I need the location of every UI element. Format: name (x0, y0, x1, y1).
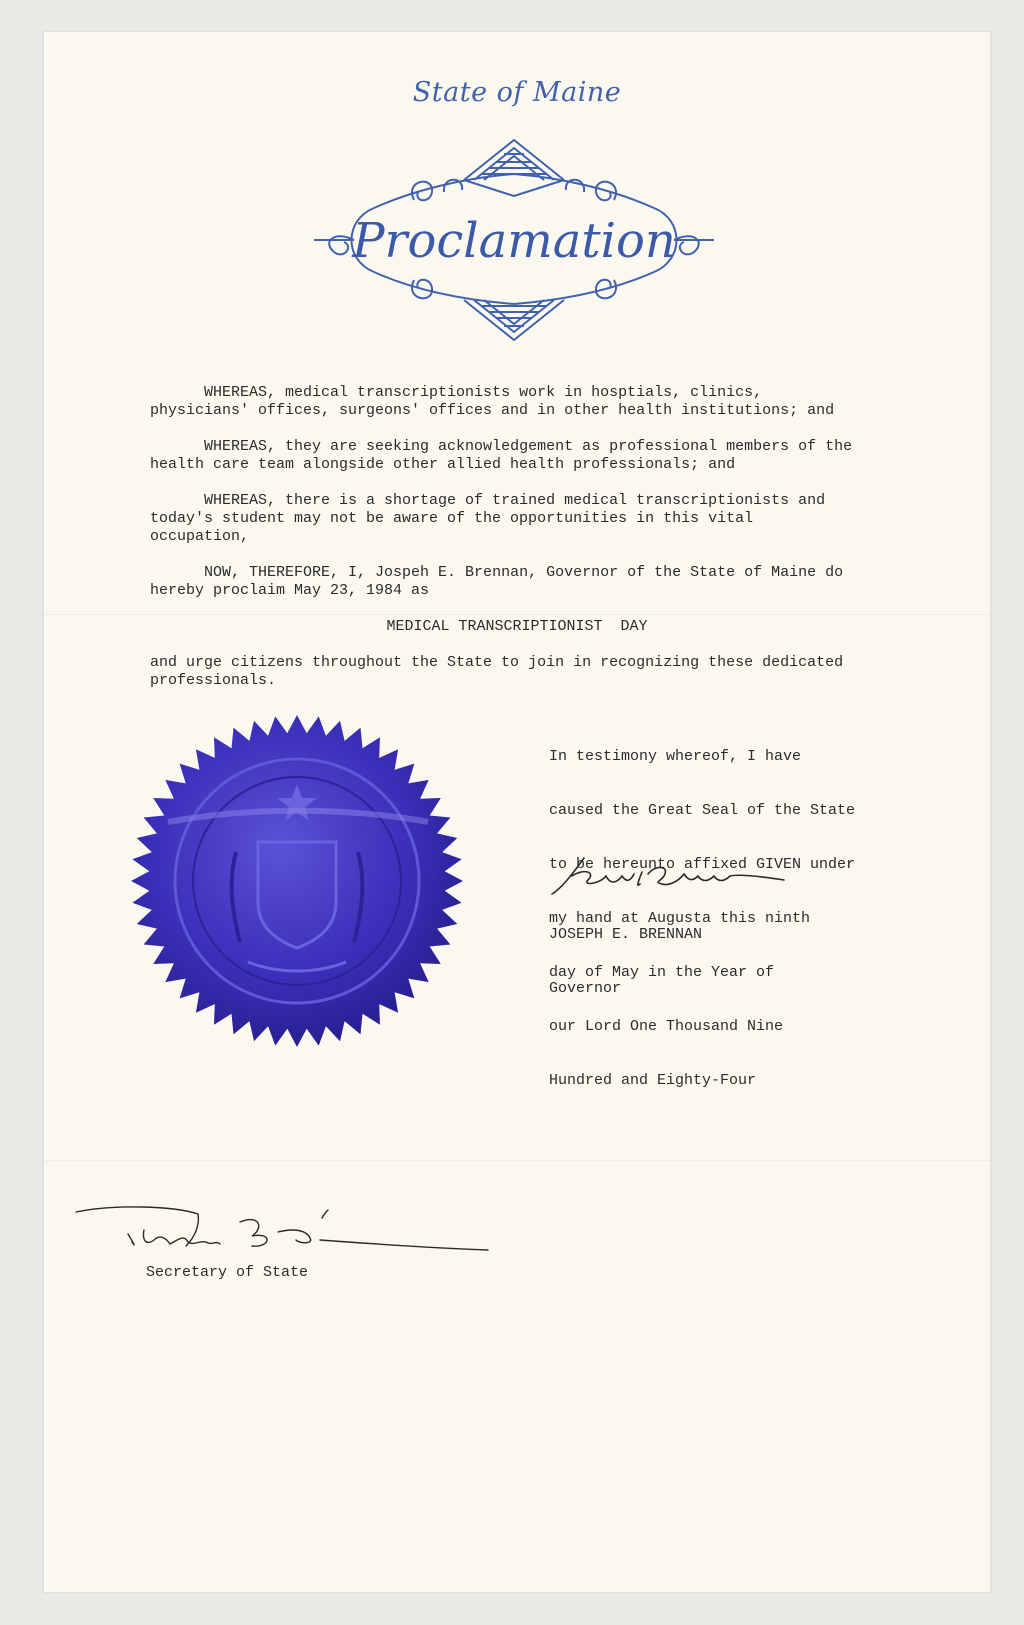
therefore-paragraph (150, 564, 890, 600)
seal-serrated-edge (131, 715, 463, 1047)
state-of-maine-heading: State of Maine (412, 77, 622, 108)
text-line: professionals. (150, 672, 277, 689)
governor-block (549, 890, 809, 1034)
proclamation-document (44, 32, 990, 1592)
text-line: health care team alongside other allied health professionals; and (150, 456, 736, 473)
great-seal-of-maine (128, 712, 466, 1050)
crest-flourish (329, 236, 354, 254)
text-line: hereby proclaim May 23, 1984 as (150, 582, 430, 599)
text-line: occupation, (150, 528, 250, 545)
proclamation-title: Proclamation (352, 213, 676, 269)
whereas-paragraph-2 (150, 438, 890, 474)
text-line: day of May in the Year of (549, 964, 775, 981)
text-line: our Lord One Thousand Nine (549, 1018, 784, 1035)
text-line: WHEREAS, there is a shortage of trained medical transcriptionists and (150, 492, 826, 509)
text-line: Hundred and Eighty-Four (549, 1072, 757, 1089)
secretary-signature (74, 1200, 494, 1270)
text-line: NOW, THEREFORE, I, Jospeh E. Brennan, Governor of the State of Maine do (150, 564, 844, 581)
proclaimed-day-name: MEDICAL TRANSCRIPTIONIST DAY (386, 618, 648, 635)
proclamation-crest (314, 120, 714, 350)
text-line: WHEREAS, medical transcriptionists work in hosptials, clinics, (150, 384, 763, 401)
text-line: caused the Great Seal of the State (549, 802, 856, 819)
text-line: and urge citizens throughout the State to join in recognizing these dedicated (150, 654, 844, 671)
secretary-of-state-label: Secretary of State (146, 1264, 309, 1281)
text-line: physicians' offices, surgeons' offices and in other health institutions; and (150, 402, 835, 419)
crest-flourish (674, 236, 699, 254)
text-line: WHEREAS, they are seeking acknowledgement as professional members of the (150, 438, 853, 455)
text-line: In testimony whereof, I have (549, 748, 802, 765)
text-line: today's student may not be aware of the opportunities in this vital (150, 510, 754, 527)
crest-scroll (374, 272, 654, 304)
whereas-paragraph-3 (150, 492, 890, 546)
fold-line (44, 614, 990, 616)
crest-curl (444, 180, 584, 192)
urge-paragraph (150, 654, 890, 690)
governor-name: JOSEPH E. BRENNAN (549, 926, 703, 943)
governor-title: Governor (549, 980, 622, 997)
text-line: to be hereunto affixed GIVEN under (549, 856, 856, 873)
crest-scroll (374, 174, 654, 208)
whereas-paragraph-1 (150, 384, 890, 420)
text-line: my hand at Augusta this ninth (549, 910, 811, 927)
fold-line (44, 1160, 990, 1162)
